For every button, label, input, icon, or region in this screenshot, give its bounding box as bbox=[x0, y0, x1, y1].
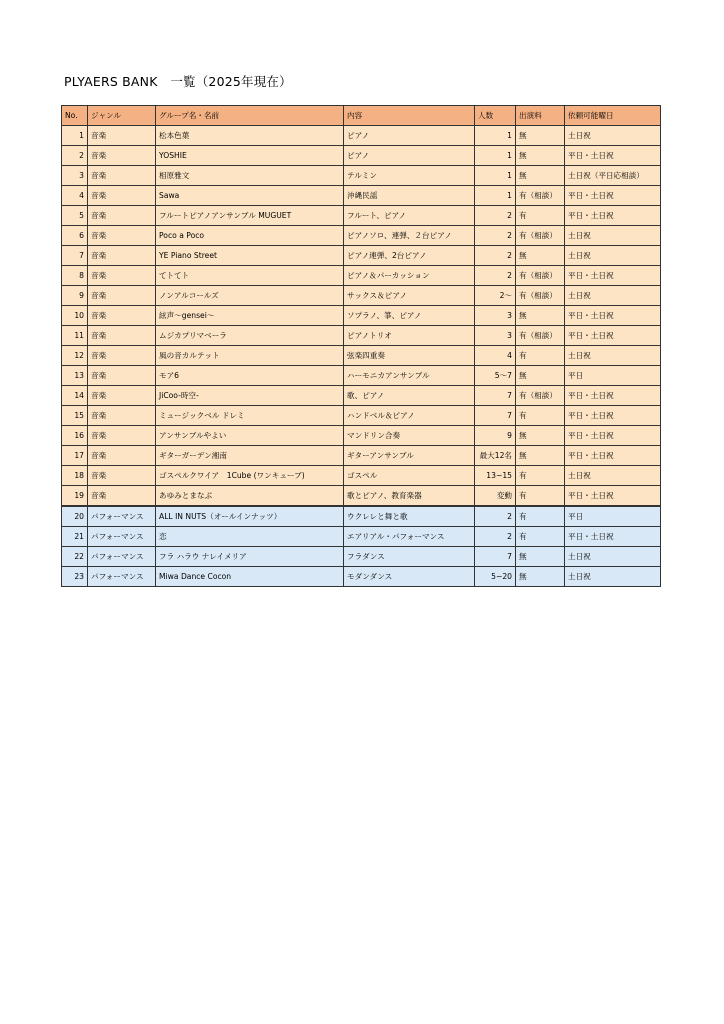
row-group-name: ALL IN NUTS（オールインナッツ） bbox=[156, 506, 344, 527]
row-member-count: 2 bbox=[475, 506, 516, 527]
column-header-content: 内容 bbox=[344, 106, 475, 126]
table-row bbox=[62, 386, 661, 406]
table-row bbox=[62, 166, 661, 186]
row-content: ピアノソロ、連弾、２台ピアノ bbox=[344, 226, 475, 246]
row-fee: 無 bbox=[516, 567, 565, 587]
table-row bbox=[62, 406, 661, 426]
row-group-name: 相原雅文 bbox=[156, 166, 344, 186]
row-genre: 音楽 bbox=[88, 186, 156, 206]
row-member-count: 1 bbox=[475, 126, 516, 146]
row-fee: 無 bbox=[516, 547, 565, 567]
table-row bbox=[62, 506, 661, 527]
row-content: ピアノ連弾、2台ピアノ bbox=[344, 246, 475, 266]
row-fee: 有（相談） bbox=[516, 386, 565, 406]
row-content: マンドリン合奏 bbox=[344, 426, 475, 446]
row-fee: 有 bbox=[516, 206, 565, 226]
row-content: フラダンス bbox=[344, 547, 475, 567]
row-member-count: 4 bbox=[475, 346, 516, 366]
row-fee: 無 bbox=[516, 426, 565, 446]
row-available-days: 土日祝 bbox=[565, 567, 661, 587]
row-group-name: フラ ハラウ ナレイメリア bbox=[156, 547, 344, 567]
row-group-name: フルートピアノアンサンブル MUGUET bbox=[156, 206, 344, 226]
row-genre: 音楽 bbox=[88, 306, 156, 326]
row-group-name: YE Piano Street bbox=[156, 246, 344, 266]
table-row bbox=[62, 146, 661, 166]
row-fee: 有 bbox=[516, 466, 565, 486]
row-available-days: 土日祝 bbox=[565, 466, 661, 486]
table-row bbox=[62, 486, 661, 507]
row-number: 21 bbox=[62, 527, 88, 547]
row-genre: 音楽 bbox=[88, 286, 156, 306]
table-row bbox=[62, 266, 661, 286]
row-fee: 無 bbox=[516, 366, 565, 386]
column-header-genre: ジャンル bbox=[88, 106, 156, 126]
table-row bbox=[62, 286, 661, 306]
row-fee: 有（相談） bbox=[516, 186, 565, 206]
table-row bbox=[62, 466, 661, 486]
row-member-count: 1 bbox=[475, 146, 516, 166]
row-member-count: 2 bbox=[475, 246, 516, 266]
row-member-count: 2 bbox=[475, 206, 516, 226]
row-group-name: ミュージックベル ドレミ bbox=[156, 406, 344, 426]
row-genre: 音楽 bbox=[88, 386, 156, 406]
row-available-days: 平日・土日祝 bbox=[565, 206, 661, 226]
row-genre: 音楽 bbox=[88, 246, 156, 266]
row-fee: 有（相談） bbox=[516, 286, 565, 306]
row-group-name: JiCoo-時空- bbox=[156, 386, 344, 406]
row-member-count: 5〜7 bbox=[475, 366, 516, 386]
table-row bbox=[62, 547, 661, 567]
row-number: 4 bbox=[62, 186, 88, 206]
row-genre: 音楽 bbox=[88, 126, 156, 146]
row-number: 5 bbox=[62, 206, 88, 226]
row-content: 歌とピアノ、教育楽器 bbox=[344, 486, 475, 507]
column-header-fee: 出演料 bbox=[516, 106, 565, 126]
row-group-name: 絃声〜gensei〜 bbox=[156, 306, 344, 326]
row-member-count: 7 bbox=[475, 406, 516, 426]
row-number: 8 bbox=[62, 266, 88, 286]
row-content: ギターアンサンブル bbox=[344, 446, 475, 466]
row-genre: 音楽 bbox=[88, 486, 156, 507]
table-row bbox=[62, 366, 661, 386]
table-row bbox=[62, 527, 661, 547]
row-group-name: 恋 bbox=[156, 527, 344, 547]
row-content: エアリアル・パフォーマンス bbox=[344, 527, 475, 547]
row-content: フルート、ピアノ bbox=[344, 206, 475, 226]
row-genre: 音楽 bbox=[88, 226, 156, 246]
row-member-count: 変動 bbox=[475, 486, 516, 507]
row-available-days: 土日祝 bbox=[565, 346, 661, 366]
row-fee: 有 bbox=[516, 346, 565, 366]
row-number: 16 bbox=[62, 426, 88, 446]
row-available-days: 平日 bbox=[565, 366, 661, 386]
row-genre: パフォーマンス bbox=[88, 506, 156, 527]
row-genre: 音楽 bbox=[88, 446, 156, 466]
row-member-count: 7 bbox=[475, 386, 516, 406]
row-available-days: 平日・土日祝 bbox=[565, 306, 661, 326]
row-available-days: 平日・土日祝 bbox=[565, 446, 661, 466]
row-fee: 有（相談） bbox=[516, 226, 565, 246]
row-genre: 音楽 bbox=[88, 346, 156, 366]
row-content: ハンドベル＆ピアノ bbox=[344, 406, 475, 426]
row-content: ピアノ＆パーカッション bbox=[344, 266, 475, 286]
row-group-name: ギターガーデン湘南 bbox=[156, 446, 344, 466]
table-body bbox=[62, 126, 661, 587]
table-row bbox=[62, 306, 661, 326]
row-available-days: 土日祝 bbox=[565, 246, 661, 266]
row-fee: 無 bbox=[516, 126, 565, 146]
row-member-count: 1 bbox=[475, 166, 516, 186]
row-content: 歌、ピアノ bbox=[344, 386, 475, 406]
row-available-days: 平日・土日祝 bbox=[565, 426, 661, 446]
row-fee: 無 bbox=[516, 146, 565, 166]
row-available-days: 平日・土日祝 bbox=[565, 146, 661, 166]
row-number: 15 bbox=[62, 406, 88, 426]
row-number: 10 bbox=[62, 306, 88, 326]
row-number: 13 bbox=[62, 366, 88, 386]
row-number: 3 bbox=[62, 166, 88, 186]
table-row bbox=[62, 206, 661, 226]
row-available-days: 平日・土日祝 bbox=[565, 326, 661, 346]
row-member-count: 7 bbox=[475, 547, 516, 567]
row-group-name: ゴスペルクワイア 1Cube (ワンキューブ) bbox=[156, 466, 344, 486]
row-content: 弦楽四重奏 bbox=[344, 346, 475, 366]
row-number: 14 bbox=[62, 386, 88, 406]
performer-table bbox=[61, 105, 661, 587]
row-member-count: 2 bbox=[475, 527, 516, 547]
row-available-days: 土日祝 bbox=[565, 126, 661, 146]
row-number: 22 bbox=[62, 547, 88, 567]
row-genre: 音楽 bbox=[88, 206, 156, 226]
row-number: 9 bbox=[62, 286, 88, 306]
row-fee: 有（相談） bbox=[516, 326, 565, 346]
column-header-days: 依頼可能曜日 bbox=[565, 106, 661, 126]
row-group-name: モア6 bbox=[156, 366, 344, 386]
row-number: 7 bbox=[62, 246, 88, 266]
row-available-days: 平日・土日祝 bbox=[565, 386, 661, 406]
row-group-name: Poco a Poco bbox=[156, 226, 344, 246]
row-member-count: 3 bbox=[475, 326, 516, 346]
row-member-count: 最大12名 bbox=[475, 446, 516, 466]
column-header-size: 人数 bbox=[475, 106, 516, 126]
row-fee: 無 bbox=[516, 446, 565, 466]
row-available-days: 平日・土日祝 bbox=[565, 186, 661, 206]
row-number: 6 bbox=[62, 226, 88, 246]
row-available-days: 土日祝（平日応相談） bbox=[565, 166, 661, 186]
column-header-name: グループ名・名前 bbox=[156, 106, 344, 126]
row-number: 11 bbox=[62, 326, 88, 346]
row-number: 19 bbox=[62, 486, 88, 507]
row-member-count: 3 bbox=[475, 306, 516, 326]
row-fee: 有（相談） bbox=[516, 266, 565, 286]
row-content: ウクレレと舞と歌 bbox=[344, 506, 475, 527]
row-genre: 音楽 bbox=[88, 146, 156, 166]
row-genre: 音楽 bbox=[88, 406, 156, 426]
row-content: ゴスペル bbox=[344, 466, 475, 486]
row-available-days: 土日祝 bbox=[565, 286, 661, 306]
row-content: サックス＆ピアノ bbox=[344, 286, 475, 306]
row-content: ソプラノ、箏、ピアノ bbox=[344, 306, 475, 326]
row-genre: 音楽 bbox=[88, 266, 156, 286]
row-content: テルミン bbox=[344, 166, 475, 186]
row-available-days: 平日・土日祝 bbox=[565, 406, 661, 426]
row-group-name: 風の音カルテット bbox=[156, 346, 344, 366]
row-available-days: 平日・土日祝 bbox=[565, 486, 661, 507]
row-fee: 無 bbox=[516, 306, 565, 326]
row-genre: 音楽 bbox=[88, 466, 156, 486]
row-fee: 有 bbox=[516, 486, 565, 507]
row-genre: 音楽 bbox=[88, 366, 156, 386]
row-number: 1 bbox=[62, 126, 88, 146]
row-group-name: Miwa Dance Cocon bbox=[156, 567, 344, 587]
row-group-name: 松本色葉 bbox=[156, 126, 344, 146]
table-row bbox=[62, 346, 661, 366]
row-available-days: 土日祝 bbox=[565, 226, 661, 246]
row-member-count: 2〜 bbox=[475, 286, 516, 306]
row-group-name: てトてト bbox=[156, 266, 344, 286]
row-member-count: 5~20 bbox=[475, 567, 516, 587]
row-available-days: 平日・土日祝 bbox=[565, 527, 661, 547]
row-genre: 音楽 bbox=[88, 426, 156, 446]
row-member-count: 2 bbox=[475, 226, 516, 246]
row-content: ピアノ bbox=[344, 146, 475, 166]
row-genre: 音楽 bbox=[88, 326, 156, 346]
row-genre: 音楽 bbox=[88, 166, 156, 186]
table-row bbox=[62, 126, 661, 146]
row-number: 17 bbox=[62, 446, 88, 466]
page-title: PLYAERS BANK 一覧（2025年現在） bbox=[64, 74, 292, 89]
row-number: 20 bbox=[62, 506, 88, 527]
row-number: 18 bbox=[62, 466, 88, 486]
row-fee: 無 bbox=[516, 166, 565, 186]
table-row bbox=[62, 326, 661, 346]
row-group-name: アンサンブルやよい bbox=[156, 426, 344, 446]
row-group-name: Sawa bbox=[156, 186, 344, 206]
row-genre: パフォーマンス bbox=[88, 567, 156, 587]
row-fee: 有 bbox=[516, 506, 565, 527]
row-fee: 有 bbox=[516, 527, 565, 547]
row-member-count: 2 bbox=[475, 266, 516, 286]
row-genre: パフォーマンス bbox=[88, 547, 156, 567]
row-number: 23 bbox=[62, 567, 88, 587]
row-fee: 有 bbox=[516, 406, 565, 426]
table-row bbox=[62, 446, 661, 466]
row-available-days: 平日 bbox=[565, 506, 661, 527]
row-group-name: YOSHIE bbox=[156, 146, 344, 166]
table-row bbox=[62, 186, 661, 206]
row-number: 12 bbox=[62, 346, 88, 366]
row-group-name: ノンアルコールズ bbox=[156, 286, 344, 306]
row-fee: 無 bbox=[516, 246, 565, 266]
row-content: ピアノ bbox=[344, 126, 475, 146]
row-genre: パフォーマンス bbox=[88, 527, 156, 547]
row-group-name: あゆみとまなぶ bbox=[156, 486, 344, 507]
row-number: 2 bbox=[62, 146, 88, 166]
row-member-count: 13~15 bbox=[475, 466, 516, 486]
row-content: ピアノトリオ bbox=[344, 326, 475, 346]
row-content: ハーモニカアンサンブル bbox=[344, 366, 475, 386]
table-row bbox=[62, 426, 661, 446]
row-content: モダンダンス bbox=[344, 567, 475, 587]
table-header-row bbox=[62, 106, 661, 126]
row-content: 沖縄民謡 bbox=[344, 186, 475, 206]
row-available-days: 平日・土日祝 bbox=[565, 266, 661, 286]
row-available-days: 土日祝 bbox=[565, 547, 661, 567]
table-row bbox=[62, 246, 661, 266]
table-row bbox=[62, 226, 661, 246]
row-member-count: 1 bbox=[475, 186, 516, 206]
table-row bbox=[62, 567, 661, 587]
column-header-no: No. bbox=[62, 106, 88, 126]
row-member-count: 9 bbox=[475, 426, 516, 446]
row-group-name: ムジカプリマベーラ bbox=[156, 326, 344, 346]
